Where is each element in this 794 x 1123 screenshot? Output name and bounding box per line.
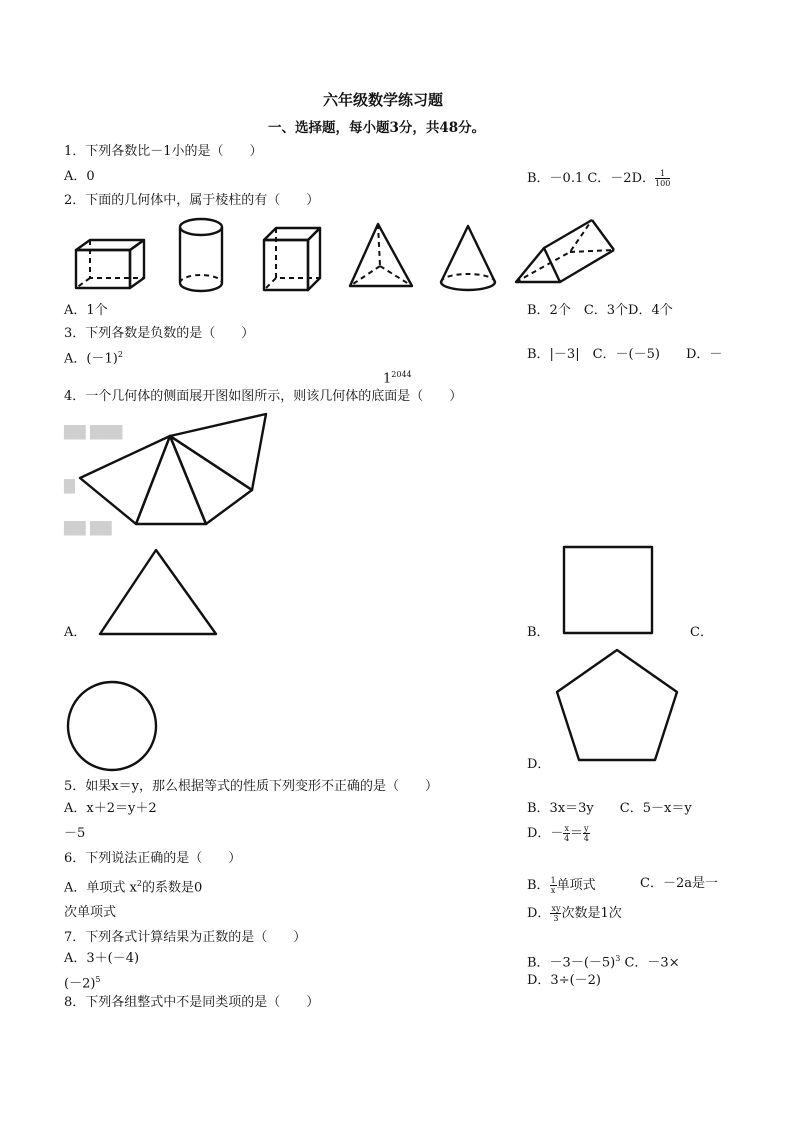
q7-option-d: D．3÷(－2) xyxy=(527,973,602,988)
q6-option-d: D． $\frac{xy}{3}$ 次数是1次 xyxy=(527,904,622,923)
q5-option-a: A．x＋2＝y＋2 xyxy=(64,801,157,816)
q3-option-d-power: $1^{2044}$ xyxy=(383,370,412,387)
q4-option-b-label: B． xyxy=(527,625,550,640)
q7-option-a: A．3＋(－4) xyxy=(64,951,140,966)
pyramid-net-figure xyxy=(78,412,270,530)
q8-stem: 8．下列各组整式中不是同类项的是（ ） xyxy=(64,995,320,1010)
q7-option-c-continued: $(-2)^5$ xyxy=(64,975,101,992)
cone-icon xyxy=(438,224,498,292)
tetrahedron-icon xyxy=(348,222,414,290)
q4-option-d-label: D． xyxy=(527,757,551,772)
q7-options-bc: B．$-3-(-5)^3$ C．－3× xyxy=(527,954,680,971)
q5-options-bc: B．3x＝3y C．5－x＝y xyxy=(527,801,692,816)
bleed-through-text: ▇▇ ▇▇▇ xyxy=(64,424,123,440)
q3-stem: 3．下列各数是负数的是（ ） xyxy=(64,326,255,341)
q4-stem: 4．一个几何体的侧面展开图如图所示，则该几何体的底面是（ ） xyxy=(64,389,463,404)
q3-options-bcd: B．|－3| C．－(－5) D．－ xyxy=(527,347,723,362)
cylinder-icon xyxy=(178,217,228,295)
bleed-through-text: ▇▇ ▇▇ xyxy=(64,520,112,536)
q4-option-a-label: A． xyxy=(64,625,87,640)
q1-option-a: A．0 xyxy=(64,169,95,184)
q6-option-b: B． $\frac{1}{x}$ 单项式 xyxy=(527,876,596,895)
q6-option-c-continued: 次单项式 xyxy=(64,905,117,920)
bleed-through-text: ▇ xyxy=(64,478,75,494)
q5-stem: 5．如果x＝y，那么根据等式的性质下列变形不正确的是（ ） xyxy=(64,779,438,794)
q6-option-a: A．单项式 $x^2$的系数是0 xyxy=(64,879,203,896)
circle-icon xyxy=(66,680,160,774)
q6-stem: 6．下列说法正确的是（ ） xyxy=(64,851,242,866)
q6-option-c: C．－2a是一 xyxy=(640,876,718,891)
triangular-prism-icon xyxy=(514,218,618,292)
cuboid-icon xyxy=(72,236,152,294)
square-icon xyxy=(562,545,656,635)
page-title: 六年级数学练习题 xyxy=(323,91,444,109)
section-heading: 一、选择题，每小题3分，共48分。 xyxy=(268,120,486,136)
q5-option-d: D．－ $\frac{x}{4}$ ＝ $\frac{y}{4}$ xyxy=(527,824,589,843)
pentagon-icon xyxy=(555,648,681,764)
q4-option-c-label: C． xyxy=(690,625,713,640)
cube-icon xyxy=(262,226,326,294)
q3-option-a: A．$(-1)^2$ xyxy=(64,350,123,367)
q7-stem: 7．下列各式计算结果为正数的是（ ） xyxy=(64,930,307,945)
q1-d-fraction: $\frac{1}{100}$ xyxy=(655,169,671,188)
q1-options-bcd: B．－0.1 C．－2D． $\frac{1}{100}$ xyxy=(527,169,671,188)
q2-stem: 2．下面的几何体中，属于棱柱的有（ ） xyxy=(64,193,320,208)
q2-option-a: A．1个 xyxy=(64,303,108,318)
q5-option-c-continued: －5 xyxy=(64,826,86,841)
q1-stem: 1．下列各数比－1小的是（ ） xyxy=(64,144,263,159)
triangle-icon xyxy=(98,548,218,636)
q2-options-bcd: B．2个 C．3个D．4个 xyxy=(527,303,673,318)
